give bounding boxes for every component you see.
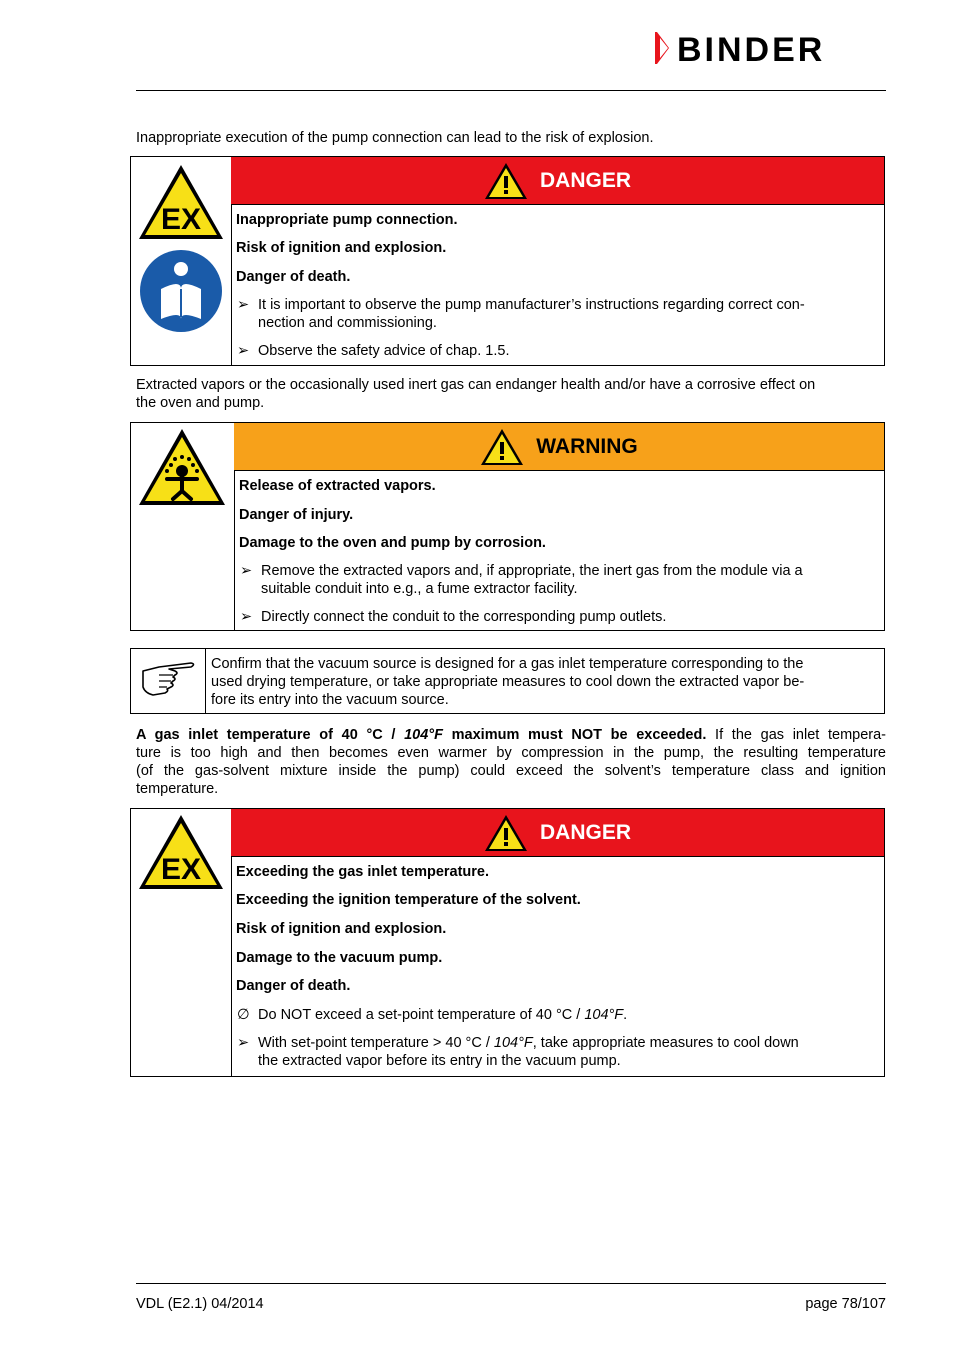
hazard-line: Exceeding the gas inlet temperature. <box>236 864 490 880</box>
hazard-line: Damage to the oven and pump by corrosion. <box>239 535 546 551</box>
bullet-item: ➢ Observe the safety advice of chap. 1.5. <box>237 343 510 359</box>
bullet-item: ∅ Do NOT exceed a set-point temperature of 40 °C / 104°F. <box>237 1007 628 1023</box>
brand-name: BINDER <box>677 31 826 66</box>
arrow-bullet-icon: ➢ <box>237 343 250 359</box>
pointing-hand-icon <box>139 657 197 697</box>
danger-banner-label: DANGER <box>539 168 631 192</box>
hazard-line: Danger of death. <box>236 978 351 994</box>
hazard-line: Inappropriate pump connection. <box>236 212 458 228</box>
warning-triangle-icon <box>484 162 528 200</box>
read-manual-icon <box>139 249 223 333</box>
note-box <box>130 648 885 714</box>
hazard-line: Exceeding the ignition temperature of the solvent. <box>236 892 581 908</box>
svg-text:EX: EX <box>160 853 202 886</box>
gas-inlet-paragraph: A gas inlet temperature of 40 °C / 104°F maximum must NOT be exceeded. If the gas inlet tempera- ture is too high and then becomes even warmer by compression in the pump, the resulting temperature (of the gas-solvent mixture inside the pump) could exceed the solvent’s temperature class and ignition temperature. <box>136 727 886 797</box>
intro-text-2: Extracted vapors or the occasionally used inert gas can endanger health and/or have a corrosive effect on the oven and pump. <box>136 377 816 411</box>
arrow-bullet-icon: ➢ <box>240 563 253 579</box>
bullet-item: ➢ With set-point temperature > 40 °C / 104°F, take appropriate measures to cool down the extracted vapor before its entry in the vacuum pump. <box>237 1035 799 1069</box>
explosion-hazard-icon <box>137 163 225 241</box>
note-text: Confirm that the vacuum source is designed for a gas inlet temperature corresponding to the used drying temperature, or take appropriate measures to cool down the extracted vapor be- fore its entry into the vacuum source. <box>211 656 805 708</box>
explosion-hazard-icon <box>137 813 225 891</box>
toxic-vapor-hazard-icon <box>137 427 227 507</box>
danger-box-gas-inlet-temperature <box>130 808 885 1077</box>
binder-logo <box>655 30 887 66</box>
header-rule <box>136 90 886 91</box>
svg-text:EX: EX <box>160 203 202 236</box>
danger-banner <box>231 809 884 857</box>
intro-text-1: Inappropriate execution of the pump connection can lead to the risk of explosion. <box>136 130 654 146</box>
danger-box-pump-connection <box>130 156 885 366</box>
page-number: page 78/107 <box>805 1296 886 1312</box>
footer-rule <box>136 1283 886 1284</box>
warning-banner-label: WARNING <box>536 434 638 458</box>
prohibited-bullet-icon: ∅ <box>237 1007 250 1023</box>
hazard-line: Danger of death. <box>236 269 351 285</box>
hazard-line: Risk of ignition and explosion. <box>236 921 447 937</box>
bullet-item: ➢ Remove the extracted vapors and, if appropriate, the inert gas from the module via a suitable conduit into e.g., a fume extractor facility. <box>240 563 803 597</box>
bullet-item: ➢ Directly connect the conduit to the corresponding pump outlets. <box>240 609 667 625</box>
hazard-line: Damage to the vacuum pump. <box>236 950 443 966</box>
document-version: VDL (E2.1) 04/2014 <box>136 1296 264 1312</box>
hazard-line: Risk of ignition and explosion. <box>236 240 447 256</box>
bullet-item: ➢ It is important to observe the pump manufacturer’s instructions regarding correct con- nection and commissioning. <box>237 297 805 331</box>
danger-banner <box>231 157 884 205</box>
arrow-bullet-icon: ➢ <box>237 297 250 313</box>
warning-triangle-icon <box>484 814 528 852</box>
arrow-bullet-icon: ➢ <box>240 609 253 625</box>
hazard-line: Danger of injury. <box>239 507 354 523</box>
warning-box-extracted-vapors <box>130 422 885 631</box>
arrow-bullet-icon: ➢ <box>237 1035 250 1051</box>
warning-triangle-icon <box>480 428 524 466</box>
hazard-line: Release of extracted vapors. <box>239 478 436 494</box>
warning-banner <box>234 423 884 471</box>
danger-banner-label: DANGER <box>539 820 631 844</box>
